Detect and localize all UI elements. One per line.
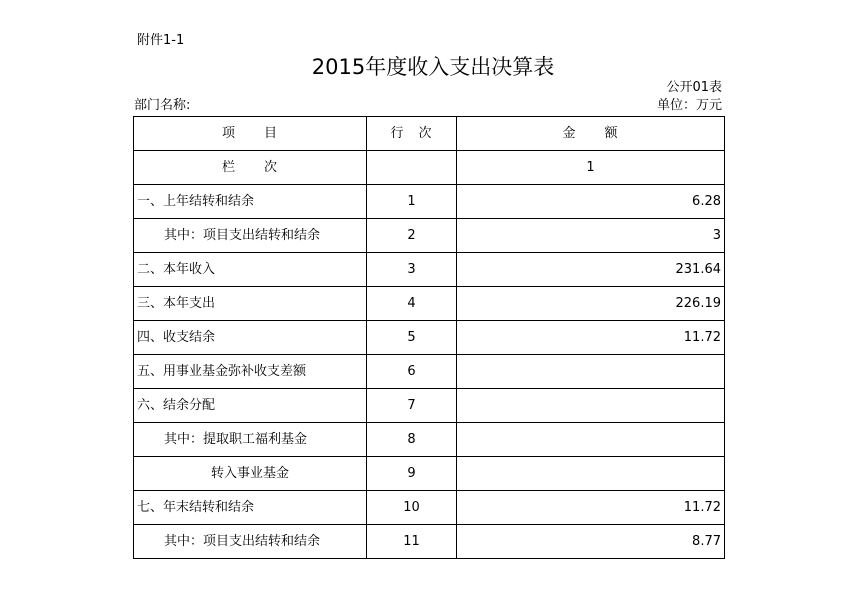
column-header-item: 项 目 [134,117,367,151]
column-number-line [367,151,457,185]
row-amount: 8.77 [457,525,725,559]
column-header-line: 行 次 [367,117,457,151]
row-amount: 11.72 [457,491,725,525]
budget-table [133,116,725,559]
row-item: 转入事业基金 [134,457,367,491]
row-item: 四、收支结余 [134,321,367,355]
row-item: 其中：提取职工福利基金 [134,423,367,457]
row-item: 其中：项目支出结转和结余 [134,219,367,253]
table-row [134,525,725,559]
table-row [134,321,725,355]
row-line: 1 [367,185,457,219]
page-title: 2015年度收入支出决算表 [311,55,555,79]
row-line: 10 [367,491,457,525]
table-row [134,457,725,491]
table-row [134,253,725,287]
row-amount: 231.64 [457,253,725,287]
row-amount [457,457,725,491]
row-item: 五、用事业基金弥补收支差额 [134,355,367,389]
row-line: 7 [367,389,457,423]
table-row [134,287,725,321]
row-line: 5 [367,321,457,355]
row-amount [457,423,725,457]
table-row [134,185,725,219]
row-amount: 11.72 [457,321,725,355]
column-number-amount: 1 [457,151,725,185]
department-label: 部门名称: [134,98,191,113]
row-amount: 6.28 [457,185,725,219]
row-line: 6 [367,355,457,389]
table-row [134,355,725,389]
row-amount [457,355,725,389]
table-row [134,423,725,457]
row-amount: 226.19 [457,287,725,321]
row-item: 二、本年收入 [134,253,367,287]
row-line: 2 [367,219,457,253]
table-row [134,219,725,253]
table-row [134,491,725,525]
row-item: 一、上年结转和结余 [134,185,367,219]
attachment-label: 附件1-1 [137,33,185,48]
form-number: 公开01表 [666,80,722,95]
column-number-row [134,151,725,185]
row-item: 其中：项目支出结转和结余 [134,525,367,559]
column-header-amount: 金 额 [457,117,725,151]
row-amount: 3 [457,219,725,253]
row-line: 11 [367,525,457,559]
row-item: 六、结余分配 [134,389,367,423]
row-line: 8 [367,423,457,457]
table-row [134,389,725,423]
unit-label: 单位：万元 [656,98,722,113]
row-amount [457,389,725,423]
row-item: 三、本年支出 [134,287,367,321]
column-number-label: 栏 次 [134,151,367,185]
header-row [134,117,725,151]
row-item: 七、年末结转和结余 [134,491,367,525]
row-line: 3 [367,253,457,287]
row-line: 4 [367,287,457,321]
row-line: 9 [367,457,457,491]
